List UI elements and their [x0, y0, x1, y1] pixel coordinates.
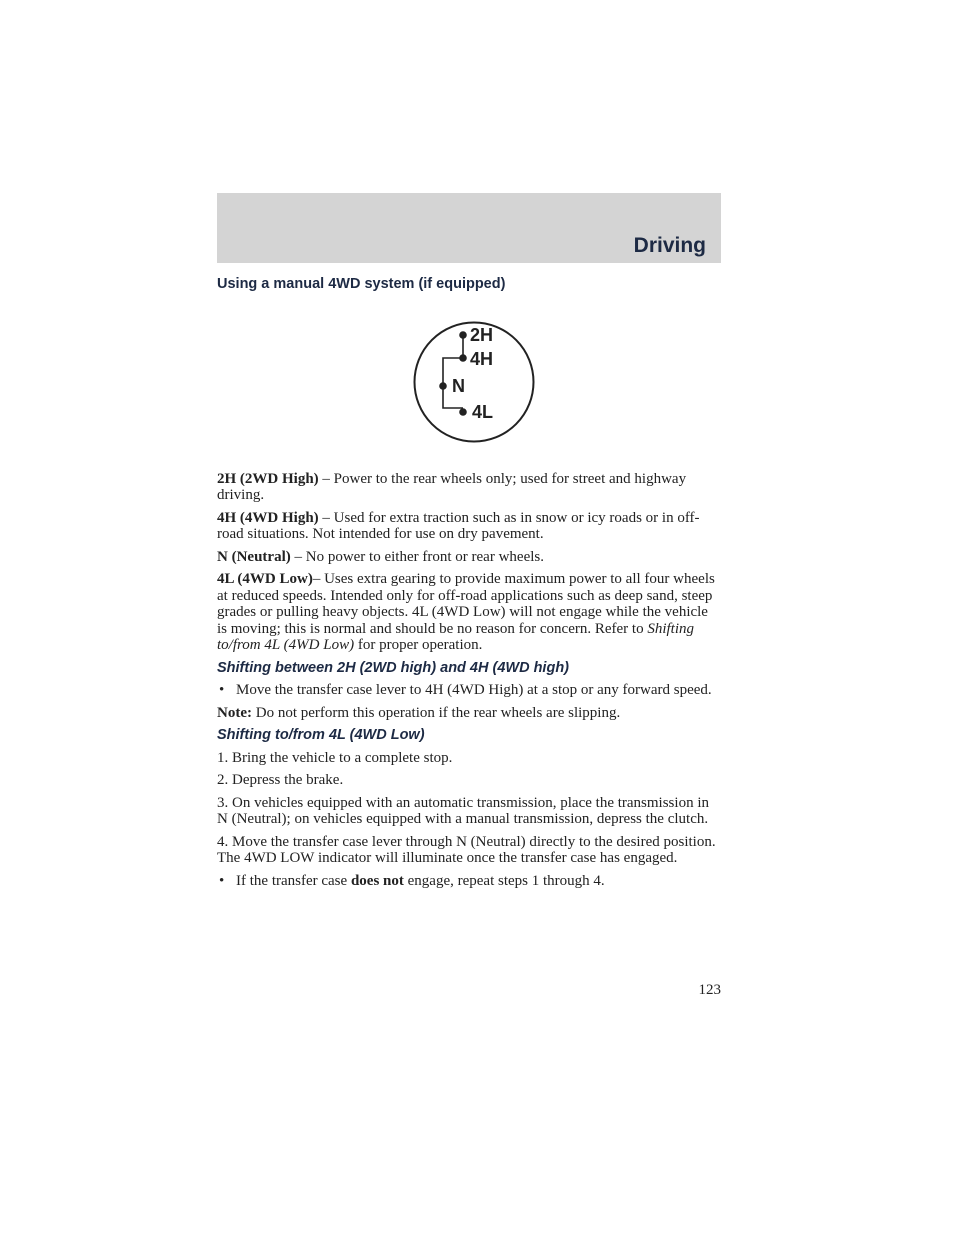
page-number: 123: [698, 982, 721, 998]
mode-n: N (Neutral) – No power to either front or rear wheels.: [217, 548, 544, 565]
list-item: • Move the transfer case lever to 4H (4WD High) at a stop or any forward speed.: [219, 682, 712, 698]
list-item: • If the transfer case does not engage, repeat steps 1 through 4.: [219, 872, 605, 889]
bullet-icon: •: [219, 872, 225, 889]
label-4h: 4H: [470, 348, 494, 369]
chapter-title: Driving: [633, 234, 706, 257]
position-dot-n: [439, 382, 447, 390]
shift-high-heading: Shifting between 2H (2WD high) and 4H (4WD high): [217, 659, 570, 676]
position-dot-2h: [459, 331, 467, 339]
bullet-icon: •: [219, 682, 225, 698]
shift-low-heading: Shifting to/from 4L (4WD Low): [217, 727, 425, 743]
cross-reference: Shifting to/from 4L (4WD Low): [217, 620, 694, 653]
mode-2h: 2H (2WD High) – Power to the rear wheels only; used for street and highway driving.: [217, 470, 687, 503]
note: Note: Do not perform this operation if the rear wheels are slipping.: [217, 704, 621, 721]
step-1: 1. Bring the vehicle to a complete stop.: [217, 749, 453, 766]
step-3: 3. On vehicles equipped with an automatic transmission, place the transmission in N (Neutral); on vehicles equipped with a manual transmission, depress the clutch.: [217, 794, 709, 827]
step-2: 2. Depress the brake.: [217, 772, 344, 788]
shift-pattern-icon: [412, 320, 536, 444]
label-4l: 4L: [472, 401, 494, 422]
mode-4h: 4H (4WD High) – Used for extra traction such as in snow or icy roads or in off-road situations. Not intended for use on dry pavement.: [217, 509, 700, 542]
label-n: N: [452, 375, 465, 396]
page-content: [217, 276, 721, 895]
step-4: 4. Move the transfer case lever through N (Neutral) directly to the desired position. The 4WD LOW indicator will illuminate once the transfer case has engaged.: [217, 833, 716, 866]
shift-pattern-diagram: [217, 320, 721, 471]
position-dot-4l: [459, 408, 467, 416]
mode-4l: 4L (4WD Low)– Uses extra gearing to provide maximum power to all four wheels at reduced speeds. Intended only for off-road applications such as deep sand, steep grades or pulling heavy objects. 4L (4WD Low) will not engage while the vehicle is moving; this is normal and should be no reason for concern. Refer to Shifting to/from 4L (4WD Low) for proper operation.: [217, 571, 715, 653]
section-title: Using a manual 4WD system (if equipped): [217, 276, 506, 292]
label-2h: 2H: [470, 324, 494, 345]
position-dot-4h: [459, 354, 467, 362]
header-band: [217, 193, 721, 263]
